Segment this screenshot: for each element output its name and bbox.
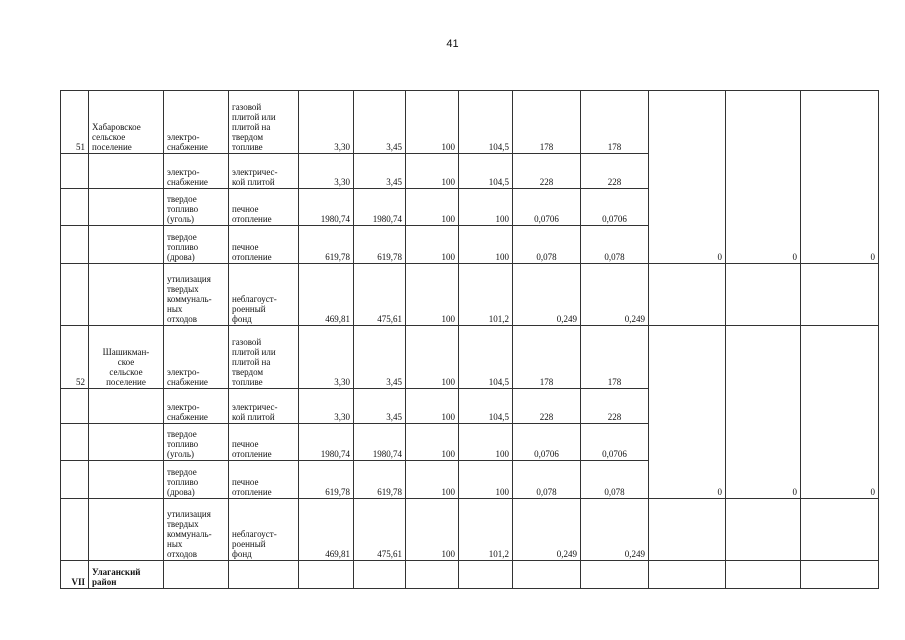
type-cell: газовой плитой или плитой на твердом топливе: [229, 326, 299, 389]
value-cell: 0,078: [513, 226, 581, 264]
zero-cell: 0: [801, 91, 879, 264]
value-cell: 3,30: [299, 326, 354, 389]
zero-cell: 0: [726, 326, 801, 499]
value-cell: 1980,74: [299, 189, 354, 226]
value-cell: 0,0706: [581, 189, 649, 226]
service-cell: твердое топливо (уголь): [164, 424, 229, 461]
value-cell: 228: [581, 389, 649, 424]
value-cell: 178: [581, 91, 649, 154]
value-cell: 619,78: [299, 226, 354, 264]
tariff-table: [60, 90, 879, 589]
value-cell: 3,30: [299, 154, 354, 189]
value-cell: 104,5: [459, 154, 513, 189]
table-row: [61, 264, 879, 326]
value-cell: 178: [513, 326, 581, 389]
page-number: 41: [446, 38, 459, 50]
settlement-name: Хабаровское сельское поселение: [89, 91, 164, 154]
empty-cell: [801, 264, 879, 326]
settlement-name: [89, 226, 164, 264]
value-cell: 0,078: [581, 461, 649, 499]
value-cell: 100: [406, 154, 459, 189]
settlement-name: Шашикман- ское сельское поселение: [89, 326, 164, 389]
district-name: Улаганский район: [89, 561, 164, 589]
settlement-name: [89, 264, 164, 326]
empty-cell: [649, 561, 726, 589]
value-cell: 475,61: [354, 264, 406, 326]
service-cell: твердое топливо (дрова): [164, 226, 229, 264]
settlement-name: [89, 424, 164, 461]
value-cell: 3,30: [299, 389, 354, 424]
service-cell: утилизация твердых коммуналь- ных отходов: [164, 264, 229, 326]
value-cell: 619,78: [299, 461, 354, 499]
item-number: [61, 226, 89, 264]
service-cell: электро- снабжение: [164, 389, 229, 424]
service-cell: твердое топливо (уголь): [164, 189, 229, 226]
value-cell: 0,0706: [513, 424, 581, 461]
empty-cell: [581, 561, 649, 589]
value-cell: 0,249: [581, 264, 649, 326]
value-cell: 100: [406, 189, 459, 226]
zero-cell: 0: [649, 91, 726, 264]
empty-cell: [164, 561, 229, 589]
empty-cell: [299, 561, 354, 589]
type-cell: печное отопление: [229, 189, 299, 226]
service-cell: электро- снабжение: [164, 326, 229, 389]
settlement-name: [89, 189, 164, 226]
empty-cell: [406, 561, 459, 589]
type-cell: печное отопление: [229, 461, 299, 499]
type-cell: печное отопление: [229, 424, 299, 461]
value-cell: 100: [406, 424, 459, 461]
value-cell: 228: [581, 154, 649, 189]
item-number: 52: [61, 326, 89, 389]
type-cell: неблагоуст- роенный фонд: [229, 264, 299, 326]
value-cell: 100: [406, 499, 459, 561]
value-cell: 619,78: [354, 461, 406, 499]
value-cell: 101,2: [459, 499, 513, 561]
value-cell: 104,5: [459, 91, 513, 154]
value-cell: 469,81: [299, 264, 354, 326]
value-cell: 619,78: [354, 226, 406, 264]
empty-cell: [801, 499, 879, 561]
type-cell: электричес- кой плитой: [229, 154, 299, 189]
value-cell: 100: [459, 461, 513, 499]
empty-cell: [726, 499, 801, 561]
service-cell: твердое топливо (дрова): [164, 461, 229, 499]
value-cell: 228: [513, 389, 581, 424]
item-number: [61, 461, 89, 499]
zero-cell: 0: [649, 326, 726, 499]
value-cell: 0,078: [581, 226, 649, 264]
value-cell: 475,61: [354, 499, 406, 561]
value-cell: 100: [406, 226, 459, 264]
item-number: [61, 424, 89, 461]
zero-cell: 0: [726, 91, 801, 264]
table-row: [61, 499, 879, 561]
value-cell: 100: [459, 424, 513, 461]
item-number: [61, 389, 89, 424]
value-cell: 101,2: [459, 264, 513, 326]
empty-cell: [726, 264, 801, 326]
service-cell: электро- снабжение: [164, 91, 229, 154]
value-cell: 0,249: [513, 499, 581, 561]
value-cell: 104,5: [459, 389, 513, 424]
empty-cell: [354, 561, 406, 589]
service-cell: утилизация твердых коммуналь- ных отходов: [164, 499, 229, 561]
table-row: [61, 326, 879, 389]
empty-cell: [229, 561, 299, 589]
value-cell: 0,0706: [581, 424, 649, 461]
table-row: [61, 91, 879, 154]
value-cell: 100: [406, 389, 459, 424]
value-cell: 3,45: [354, 389, 406, 424]
item-number: [61, 189, 89, 226]
value-cell: 0,249: [513, 264, 581, 326]
value-cell: 1980,74: [354, 189, 406, 226]
empty-cell: [649, 264, 726, 326]
district-number: VII: [61, 561, 89, 589]
settlement-name: [89, 461, 164, 499]
empty-cell: [513, 561, 581, 589]
value-cell: 1980,74: [354, 424, 406, 461]
zero-cell: 0: [801, 326, 879, 499]
value-cell: 3,45: [354, 154, 406, 189]
value-cell: 0,078: [513, 461, 581, 499]
district-row: [61, 561, 879, 589]
value-cell: 100: [406, 264, 459, 326]
value-cell: 100: [406, 91, 459, 154]
type-cell: электричес- кой плитой: [229, 389, 299, 424]
value-cell: 100: [459, 226, 513, 264]
settlement-name: [89, 154, 164, 189]
value-cell: 0,0706: [513, 189, 581, 226]
item-number: [61, 499, 89, 561]
empty-cell: [726, 561, 801, 589]
type-cell: неблагоуст- роенный фонд: [229, 499, 299, 561]
value-cell: 100: [406, 326, 459, 389]
item-number: 51: [61, 91, 89, 154]
item-number: [61, 154, 89, 189]
type-cell: печное отопление: [229, 226, 299, 264]
value-cell: 178: [581, 326, 649, 389]
service-cell: электро- снабжение: [164, 154, 229, 189]
settlement-name: [89, 389, 164, 424]
value-cell: 469,81: [299, 499, 354, 561]
empty-cell: [801, 561, 879, 589]
value-cell: 1980,74: [299, 424, 354, 461]
value-cell: 100: [406, 461, 459, 499]
value-cell: 104,5: [459, 326, 513, 389]
value-cell: 100: [459, 189, 513, 226]
value-cell: 3,45: [354, 91, 406, 154]
value-cell: 3,30: [299, 91, 354, 154]
empty-cell: [459, 561, 513, 589]
value-cell: 0,249: [581, 499, 649, 561]
value-cell: 3,45: [354, 326, 406, 389]
value-cell: 178: [513, 91, 581, 154]
type-cell: газовой плитой или плитой на твердом топливе: [229, 91, 299, 154]
item-number: [61, 264, 89, 326]
value-cell: 228: [513, 154, 581, 189]
settlement-name: [89, 499, 164, 561]
empty-cell: [649, 499, 726, 561]
